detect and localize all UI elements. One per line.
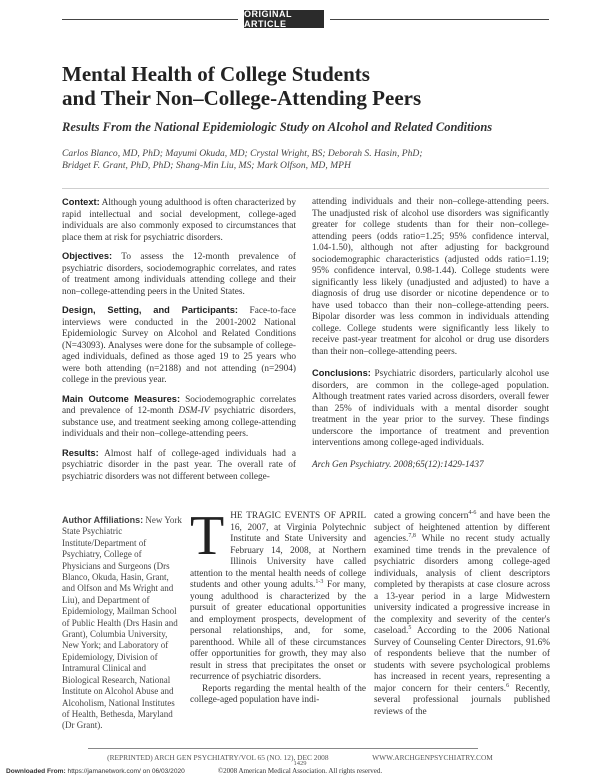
abstract-results <box>62 448 296 484</box>
ref-5: 5 <box>408 624 412 631</box>
download-label: Downloaded From: <box>6 768 66 775</box>
body-column-1 <box>190 505 367 707</box>
ref-1-3: 1-3 <box>315 578 324 585</box>
col2-text-c: While no recent study actually examined time trends in the prevalence of psychiatric disorders among college-aged individuals, analysis of client descriptors completed by therapists at case closure across a 13-year period in a large Midwestern university indicated a progressive increase in the complexity and severity of the center's caseload. <box>374 534 550 636</box>
objectives-heading: Objectives: <box>62 251 113 261</box>
abstract-context <box>62 197 296 244</box>
design-heading: Design, Setting, and Participants: <box>62 305 238 315</box>
download-text: https://jamanetwork.com/ on 06/03/2020 <box>65 768 185 775</box>
context-heading: Context: <box>62 197 100 207</box>
body-intro-paragraph <box>190 505 367 684</box>
col2-text-a: cated a growing concern <box>374 511 469 521</box>
page-number: 1429 <box>293 760 307 767</box>
title-line-2: and Their Non–College-Attending Peers <box>62 86 422 110</box>
affiliations-heading: Author Affiliations: <box>62 515 144 525</box>
copyright-notice: ©2008 American Medical Association. All rights reserved. <box>217 767 383 775</box>
author-list <box>62 148 532 172</box>
conclusions-text: Psychiatric disorders, particularly alcohol use disorders, are common in the college-aged population. Although treatment rates varied across disorders, overall fewer than 25% of individuals with a mental disorder sought treatment in the year prior to the survey. These findings underscore the importance of treatment and prevention interventions among college-aged individuals. <box>312 369 549 448</box>
body-col1-text: University have called attention to the mental health needs of college students and other young adults. <box>190 557 367 590</box>
footer-website: WWW.ARCHGENPSYCHIATRY.COM <box>372 753 493 762</box>
objectives-text: To assess the 12-month prevalence of psychiatric disorders, sociodemographic correlates, and rates of treatment among individuals attending college and their non–college-attending peers in the United States. <box>62 252 296 297</box>
body-paragraph-2: Reports regarding the mental health of the college-aged population have indi- <box>190 683 366 705</box>
col2-text-b: and have been the subject of heightened attention by different agencies. <box>374 511 550 544</box>
authors-line-2: Bridget F. Grant, PhD, PhD; Shang-Min Liu, MS; Mark Olfson, MD, MPH <box>62 160 351 171</box>
header-rule-left <box>62 19 238 20</box>
original-article-badge: ORIGINAL ARTICLE <box>244 10 324 28</box>
abstract-column-left <box>62 197 296 490</box>
abstract-results-continued: attending individuals and their non–college-attending peers. The unadjusted risk of alcohol use disorders was significantly greater for college students than for their non–college-attending peers (odds ratio=1.25; 95% confidence interval, 1.04-1.50), although not after adjusting for background sociodemographic characteristics (adjusted odds ratio=1.19; 95% confidence interval, 0.98-1.44). College students were significantly less likely (unadjusted and adjusted) to have a diagnosis of drug use disorder or nicotine dependence or to have used tobacco than their non–college-attending peers. Bipolar disorder was less common in individuals attending college. College students were significantly less likely to receive past-year treatment for alcohol or drug use disorders than their non–college-attending peers. <box>312 197 549 357</box>
author-affiliations <box>62 515 182 732</box>
context-text: Although young adulthood is often characterized by rapid intellectual and social development, college-aged individuals are also commonly exposed to circumstances that place them at risk for psychiatric disorders. <box>62 198 296 243</box>
header-rule-right <box>330 19 549 20</box>
ref-6: 6 <box>506 682 510 689</box>
design-text: Face-to-face interviews were conducted in the 2001-2002 National Epidemiologic Survey on Alcohol and Related Conditions (N=43093). Analyses were done for the subsample of college-aged individuals, defined as those aged 19 to 25 years who were both attending (n=2188) and not attending (n=2904) college in the previous year. <box>62 306 296 385</box>
abstract-measures <box>62 394 296 441</box>
body-column-2 <box>374 511 550 718</box>
results-heading: Results: <box>62 447 99 458</box>
conclusions-heading: Conclusions: <box>312 368 371 378</box>
abstract-conclusions <box>312 368 549 450</box>
authors-line-1: Carlos Blanco, MD, PhD; Mayumi Okuda, MD; Crystal Wright, BS; Deborah S. Hasin, PhD; <box>62 148 423 159</box>
results-text: Almost half of college-aged individuals had a psychiatric disorder in the past year. The overall rate of psychiatric disorders was not different between college- <box>62 448 296 482</box>
article-subtitle: Results From the National Epidemiologic Study on Alcohol and Related Conditions <box>62 120 493 134</box>
body-lead-text: HE TRAGIC EVENTS OF APRIL 16, 2007, at Virginia Polytechnic Institute and State University and February 14, 2008, at Northern Illinois <box>230 511 366 567</box>
abstract-objectives <box>62 251 296 298</box>
drop-cap: T <box>190 505 225 567</box>
ref-4-6: 4-6 <box>468 509 477 516</box>
ref-7-8: 7,8 <box>408 532 416 539</box>
abstract-panel <box>62 188 549 491</box>
measures-text-a: Sociodemographic correlates and prevalence of 12-month <box>62 394 296 416</box>
body-col2-paragraph <box>374 511 550 718</box>
body-col1-text-2: For many, young adulthood is characterized by the pursuit of greater educational opportunities and employment prospects, development of personal relationships, and, for some, parenthood. While all of these circumstances offer opportunities for growth, they may also result in stress that precipitates the onset or recurrence of psychiatric disorders. <box>190 580 366 682</box>
abstract-column-right <box>312 197 549 478</box>
col2-text-d: According to the 2006 National Survey of Counseling Center Directors, 91.6% of respondents believe that the number of students with severe psychological problems has increased in recent years, representing a major concern for their centers. <box>374 626 550 694</box>
footer-journal-info: (REPRINTED) ARCH GEN PSYCHIATRY/VOL 65 (NO. 12), DEC 2008 <box>107 753 329 762</box>
measures-text-b: psychiatric disorders, substance use, and treatment seeking among college-attending individuals and their non–college-attending peers. <box>62 406 296 439</box>
measures-heading: Main Outcome Measures: <box>62 393 181 404</box>
col2-text-e: Recently, several professional journals published reviews of the <box>374 683 550 717</box>
abstract-citation: Arch Gen Psychiatry. 2008;65(12):1429-1437 <box>312 459 484 470</box>
footer-rule <box>88 748 478 749</box>
abstract-design <box>62 305 296 387</box>
download-notice <box>6 768 185 775</box>
title-line-1: Mental Health of College Students <box>62 62 370 86</box>
header-badge-row <box>0 6 600 36</box>
affiliations-text: New York State Psychiatric Institute/Department of Psychiatry, College of Physicians and Surgeons (Drs Blanco, Okuda, Hasin, Grant, and Olfson and Ms Wright and Liu), and Department of Epidemiology, Mailman School of Public Health (Drs Hasin and Grant), Columbia University, New York; and Laboratory of Epidemiology, Division of Intramural Clinical and Biological Research, National Institute on Alcohol Abuse and Alcoholism, National Institutes of Health, Bethesda, Maryland (Dr Grant). <box>62 515 182 731</box>
measures-dsm: DSM-IV <box>178 406 210 416</box>
article-title <box>62 62 542 110</box>
